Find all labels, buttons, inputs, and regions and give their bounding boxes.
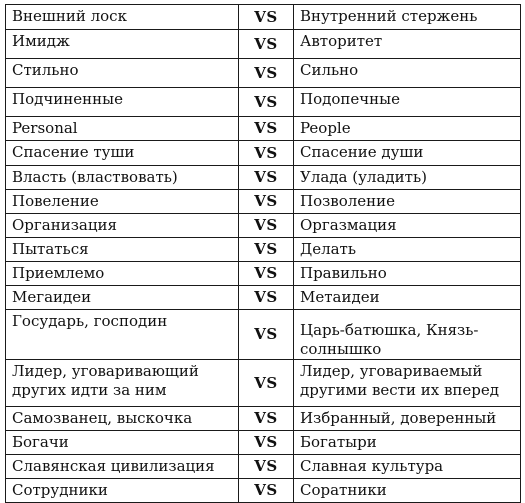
vs-cell: VS — [239, 166, 294, 190]
table-row — [6, 262, 521, 286]
right-cell: People — [294, 117, 521, 141]
vs-cell: VS — [239, 262, 294, 286]
right-cell: Царь-батюшка, Князь-солнышко — [294, 310, 521, 360]
table-row — [6, 117, 521, 141]
left-cell: Personal — [6, 117, 239, 141]
right-cell: Славная культура — [294, 455, 521, 479]
left-cell: Богачи — [6, 431, 239, 455]
left-cell: Мегаидеи — [6, 286, 239, 310]
right-cell: Позволение — [294, 190, 521, 214]
right-cell: Богатыри — [294, 431, 521, 455]
right-cell: Избранный, доверенный — [294, 407, 521, 431]
vs-cell: VS — [239, 30, 294, 59]
table-row — [6, 190, 521, 214]
table-row — [6, 238, 521, 262]
vs-cell: VS — [239, 455, 294, 479]
right-cell: Внутренний стержень — [294, 5, 521, 30]
right-cell: Улада (уладить) — [294, 166, 521, 190]
table-row — [6, 30, 521, 59]
vs-cell: VS — [239, 88, 294, 117]
left-cell: Имидж — [6, 30, 239, 59]
table-row — [6, 5, 521, 30]
table-row — [6, 479, 521, 503]
vs-cell: VS — [239, 310, 294, 360]
right-cell: Метаидеи — [294, 286, 521, 310]
left-cell: Повеление — [6, 190, 239, 214]
vs-cell: VS — [239, 190, 294, 214]
left-cell: Пытаться — [6, 238, 239, 262]
left-cell: Власть (властвовать) — [6, 166, 239, 190]
vs-cell: VS — [239, 238, 294, 262]
table-row — [6, 214, 521, 238]
table-row — [6, 360, 521, 407]
left-cell: Внешний лоск — [6, 5, 239, 30]
comparison-table — [5, 4, 521, 503]
vs-cell: VS — [239, 214, 294, 238]
vs-cell: VS — [239, 431, 294, 455]
right-cell: Оргазмация — [294, 214, 521, 238]
vs-cell: VS — [239, 5, 294, 30]
left-cell: Славянская цивилизация — [6, 455, 239, 479]
table-row — [6, 141, 521, 166]
right-cell: Лидер, уговариваемый другими вести их вперед — [294, 360, 521, 407]
left-cell: Стильно — [6, 59, 239, 88]
vs-cell: VS — [239, 479, 294, 503]
left-cell: Сотрудники — [6, 479, 239, 503]
table-row — [6, 286, 521, 310]
table-row — [6, 310, 521, 360]
table-row — [6, 59, 521, 88]
right-cell: Сильно — [294, 59, 521, 88]
table-row — [6, 431, 521, 455]
left-cell: Организация — [6, 214, 239, 238]
table-row — [6, 455, 521, 479]
left-cell: Приемлемо — [6, 262, 239, 286]
table-row — [6, 166, 521, 190]
right-cell: Делать — [294, 238, 521, 262]
right-cell: Авторитет — [294, 30, 521, 59]
right-cell: Спасение души — [294, 141, 521, 166]
right-cell: Правильно — [294, 262, 521, 286]
table-row — [6, 88, 521, 117]
right-cell: Подопечные — [294, 88, 521, 117]
vs-cell: VS — [239, 141, 294, 166]
table-row — [6, 407, 521, 431]
left-cell: Самозванец, выскочка — [6, 407, 239, 431]
vs-cell: VS — [239, 360, 294, 407]
comparison-table-wrapper — [5, 4, 521, 503]
left-cell: Подчиненные — [6, 88, 239, 117]
vs-cell: VS — [239, 117, 294, 141]
left-cell: Спасение туши — [6, 141, 239, 166]
right-cell: Соратники — [294, 479, 521, 503]
vs-cell: VS — [239, 407, 294, 431]
vs-cell: VS — [239, 59, 294, 88]
vs-cell: VS — [239, 286, 294, 310]
left-cell: Лидер, уговаривающий других идти за ним — [6, 360, 239, 407]
left-cell: Государь, господин — [6, 310, 239, 360]
